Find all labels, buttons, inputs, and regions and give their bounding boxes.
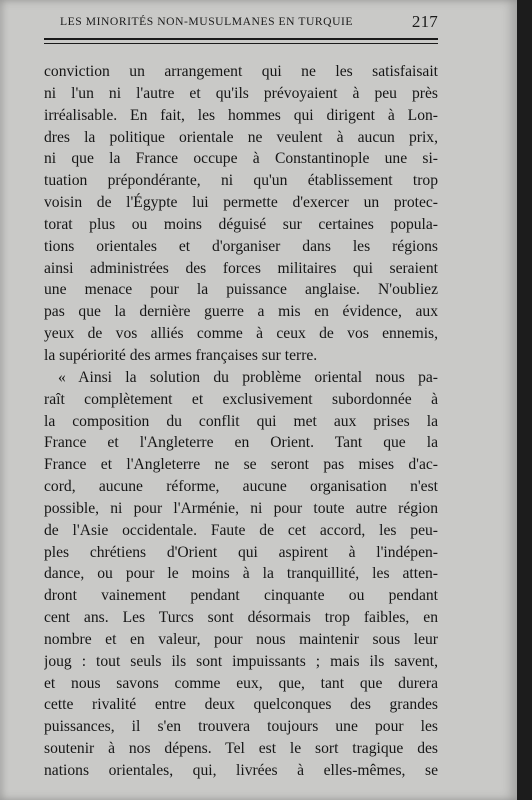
- text-line: nations orientales, qui, livrées à elles-mêmes, se: [44, 762, 438, 779]
- text-line: conviction un arrangement qui ne les satisfaisait: [44, 63, 438, 80]
- text-line: nombre et en valeur, pour nous maintenir sous leur: [44, 630, 438, 648]
- text-line: une menace pour la puissance anglaise. N'oubliez: [44, 281, 438, 299]
- text-line: torat plus ou moins déguisé sur certaines popula-: [44, 215, 438, 233]
- text-line: France et l'Angleterre ne se seront pas mises d'ac-: [44, 456, 438, 474]
- text-line: dres la politique orientale ne veulent à aucun prix,: [44, 128, 438, 146]
- text-line: tuation prépondérante, ni qu'un établissement trop: [44, 172, 438, 190]
- header-rule-thick: [44, 38, 438, 40]
- text-line: ni l'un ni l'autre et qu'ils prévoyaient à peu près: [44, 84, 438, 102]
- text-line: dront vainement pendant cinquante ou pendant: [44, 587, 438, 605]
- text-line: joug : tout seuls ils sont impuissants ; mais ils savent,: [44, 652, 438, 670]
- text-line: voisin de l'Égypte lui permette d'exercer un protec-: [44, 194, 438, 212]
- text-line: la supériorité des armes françaises sur terre.: [44, 346, 318, 364]
- text-line: dance, ou pour le moins à la tranquillité, les atten-: [44, 565, 438, 583]
- text-line: soutenir à nos dépens. Tel est le sort tragique des: [44, 740, 438, 758]
- text-line: irréalisable. En fait, les hommes qui dirigent à Lon-: [44, 106, 438, 124]
- text-line: pas que la dernière guerre a mis en évidence, aux: [44, 303, 438, 321]
- text-line: et nous savons comme eux, que, tant que durera: [44, 674, 438, 692]
- page-number: 217: [411, 12, 438, 31]
- text-line: puissances, il s'en trouvera toujours une pour les: [44, 718, 438, 736]
- text-line: ples chrétiens d'Orient qui aspirent à l'indépen-: [44, 543, 438, 561]
- text-line: cord, aucune réforme, aucune organisation n'est: [44, 478, 438, 496]
- running-head: LES MINORITÉS NON-MUSULMANES EN TURQUIE: [60, 15, 354, 28]
- text-line: possible, ni pour l'Arménie, ni pour toute autre région: [44, 499, 438, 517]
- text-line: France et l'Angleterre en Orient. Tant que la: [44, 434, 438, 452]
- header-rule-thin: [44, 43, 438, 44]
- text-line: la composition du conflit qui met aux prises la: [44, 412, 438, 430]
- text-line: cette rivalité entre deux quelconques des grandes: [44, 696, 438, 714]
- text-line: ni que la France occupe à Constantinople une si-: [44, 150, 438, 168]
- page-header: [44, 12, 438, 34]
- body-text: [44, 61, 438, 782]
- text-line: ainsi administrées des forces militaires qui seraient: [44, 259, 438, 277]
- text-line: tions orientales et d'organiser dans les régions: [44, 237, 438, 255]
- text-line: raît complètement et exclusivement subordonnée à: [44, 390, 438, 408]
- text-line: cent ans. Les Turcs sont désormais trop faibles, en: [44, 609, 438, 627]
- text-line: yeux de vos alliés comme à ceux de vos ennemis,: [44, 325, 438, 343]
- text-line: « Ainsi la solution du problème oriental nous pa-: [58, 368, 438, 386]
- text-line: de l'Asie occidentale. Faute de cet accord, les peu-: [44, 521, 438, 539]
